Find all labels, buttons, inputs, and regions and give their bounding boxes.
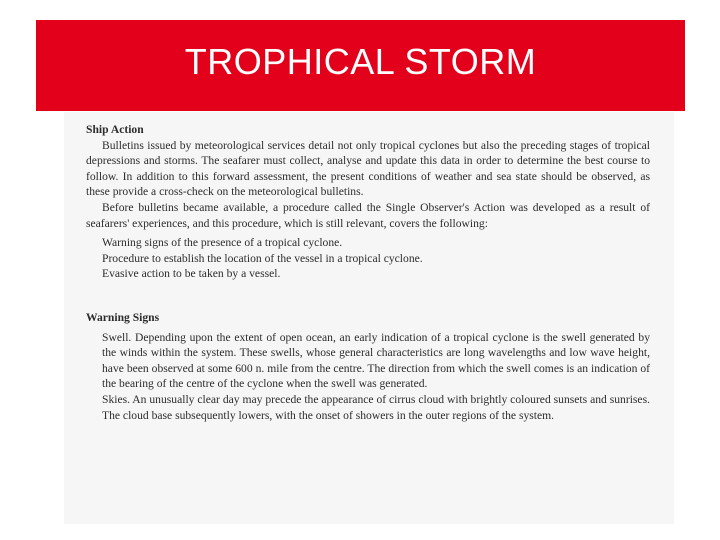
ship-action-paragraph-1: Bulletins issued by meteorological services detail not only tropical cyclones but also the preceding stages of tropical depressions and storms. The seafarer must collect, analyse and update this data in order to determine the best course to follow. In addition to this forward assessment, the present conditions of weather and sea state should be observed, as these provide a cross-check on the meteorological bulletins.	[86, 138, 650, 199]
slide-title: TROPHICAL STORM	[184, 40, 537, 82]
ship-action-heading: Ship Action	[86, 123, 144, 136]
section-spacer	[86, 282, 650, 310]
list-item: Procedure to establish the location of the vessel in a tropical cyclone.	[102, 251, 423, 265]
document-body	[86, 122, 650, 423]
list-item: Swell. Depending upon the extent of open ocean, an early indication of a tropical cyclone is the swell generated by the winds within the system. These swells, whose general characteristics are long wavelengths and low wave height, have been observed at some 600 n. mile from the centre. The direction from which the swell comes is an indication of the bearing of the centre of the cyclone when the swell was generated.	[102, 330, 650, 391]
ship-action-paragraph-2: Before bulletins became available, a procedure called the Single Observer's Action was developed as a result of seafarers' experiences, and this procedure, which is still relevant, covers the following:	[86, 200, 650, 230]
list-item: Warning signs of the presence of a tropical cyclone.	[102, 236, 343, 250]
list-item: Skies. An unusually clear day may precede the appearance of cirrus cloud with brightly coloured sunsets and sunrises. The cloud base subsequently lowers, with the onset of showers in the outer regions of the system.	[102, 392, 650, 422]
scanned-document	[64, 112, 674, 524]
warning-signs-heading: Warning Signs	[86, 310, 160, 324]
warning-signs-list	[102, 330, 650, 424]
ship-action-list	[102, 235, 650, 282]
slide-title-bar	[36, 20, 685, 111]
list-item: Evasive action to be taken by a vessel.	[102, 267, 281, 281]
